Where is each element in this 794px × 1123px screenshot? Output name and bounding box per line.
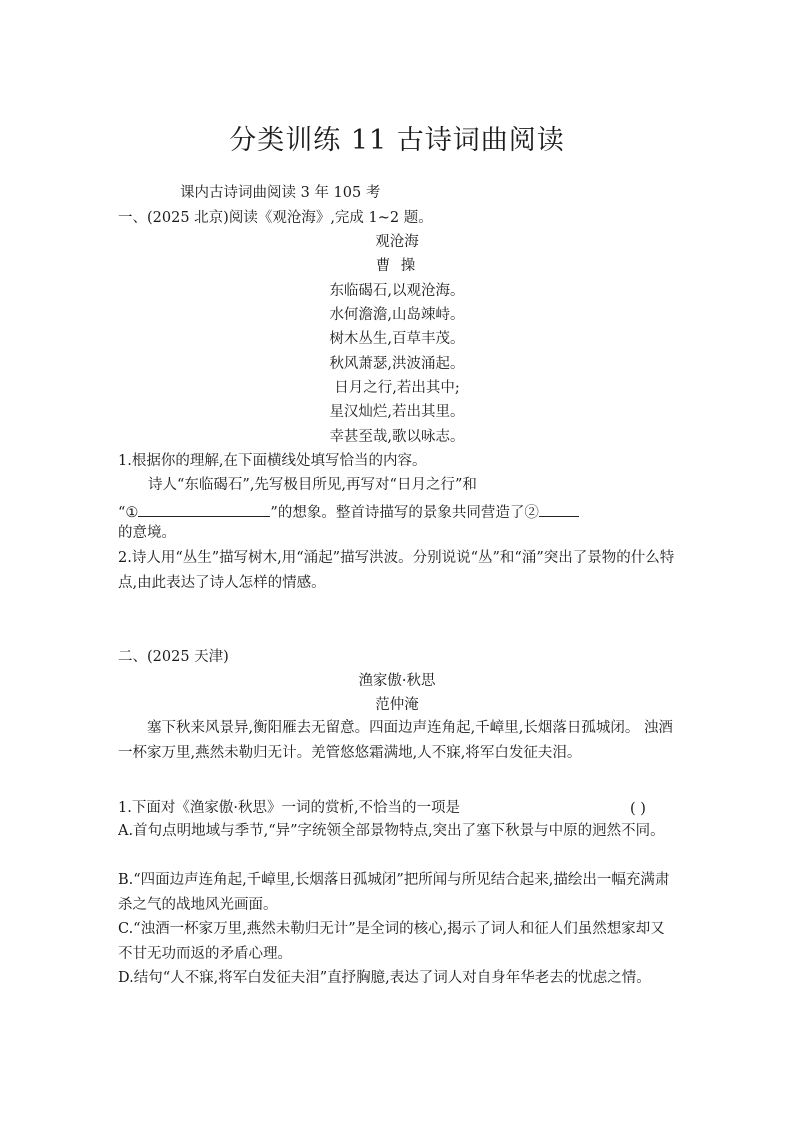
poem1-line: 树木丛生,百草丰茂。 bbox=[329, 331, 465, 347]
part1-header: 一、(2025 北京)阅读《观沧海》,完成 1~2 题。 bbox=[118, 210, 433, 226]
p2-question-1-stem: 1.下面对《渔家傲·秋思》一词的赏析,不恰当的一项是 bbox=[118, 800, 461, 816]
poem2-author: 范仲淹 bbox=[375, 697, 419, 713]
option-d: D.结句“人不寐,将军白发征夫泪”直抒胸臆,表达了词人对自身年华老去的忧虑之情。 bbox=[118, 970, 651, 986]
poem2-title: 渔家傲·秋思 bbox=[358, 673, 436, 689]
option-c: C.“浊酒一杯家万里,燕然未勒归无计”是全词的核心,揭示了词人和征人们虽然想家却又不甘无功而返的矛盾心理。 bbox=[118, 921, 665, 962]
poem1-author: 曹 操 bbox=[375, 258, 419, 274]
poem1-line: 秋风萧瑟,洪波涌起。 bbox=[329, 356, 465, 372]
p1-question-2: 2.诗人用“丛生”描写树木,用“涌起”描写洪波。分别说说“丛”和“涌”突出了景物的什么特点,由此表达了诗人怎样的情感。 bbox=[118, 550, 675, 591]
poem1-line: 幸甚至哉,歌以咏志。 bbox=[329, 429, 465, 445]
p1-question-1-line bbox=[118, 502, 579, 521]
option-b: B.“四面边声连角起,千嶂里,长烟落日孤城闭”把所闻与所见结合起来,描绘出一幅充满肃杀之气的战地风光画面。 bbox=[118, 872, 670, 913]
p1-question-1-line: 的意境。 bbox=[118, 525, 176, 541]
answer-blank-1[interactable] bbox=[138, 502, 270, 517]
section-label: 课内古诗词曲阅读 3 年 105 考 bbox=[180, 185, 381, 201]
answer-blank-2[interactable] bbox=[539, 502, 579, 517]
poem1-line: 东临碣石,以观沧海。 bbox=[329, 283, 465, 299]
document-title: 分类训练 11 古诗词曲阅读 bbox=[229, 125, 565, 156]
p1-question-1-stem: 1.根据你的理解,在下面横线处填写恰当的内容。 bbox=[118, 453, 427, 469]
poem1-line: 水何澹澹,山岛竦峙。 bbox=[329, 307, 465, 323]
part2-header: 二、(2025 天津) bbox=[118, 649, 229, 665]
option-a: A.首句点明地域与季节,“异”字统领全部景物特点,突出了塞下秋景与中原的迥然不同。 bbox=[118, 823, 665, 839]
poem1-line: 日月之行,若出其中; bbox=[334, 380, 460, 396]
p1-question-1-line: 诗人“东临碣石”,先写极目所见,再写对“日月之行”和 bbox=[148, 477, 477, 493]
poem1-title: 观沧海 bbox=[375, 234, 419, 250]
answer-paren[interactable]: ( ) bbox=[630, 801, 646, 817]
q1-line2-prefix: “① bbox=[118, 505, 139, 521]
poem2-text: 塞下秋来风景异,衡阳雁去无留意。四面边声连角起,千嶂里,长烟落日孤城闭。 浊酒一杯家万里,燕然未勒归无计。羌管悠悠霜满地,人不寐,将军白发征夫泪。 bbox=[118, 720, 673, 761]
poem1-line: 星汉灿烂,若出其里。 bbox=[329, 404, 465, 420]
q1-line2-suffix: ”的想象。整首诗描写的景象共同营造了② bbox=[270, 505, 539, 521]
